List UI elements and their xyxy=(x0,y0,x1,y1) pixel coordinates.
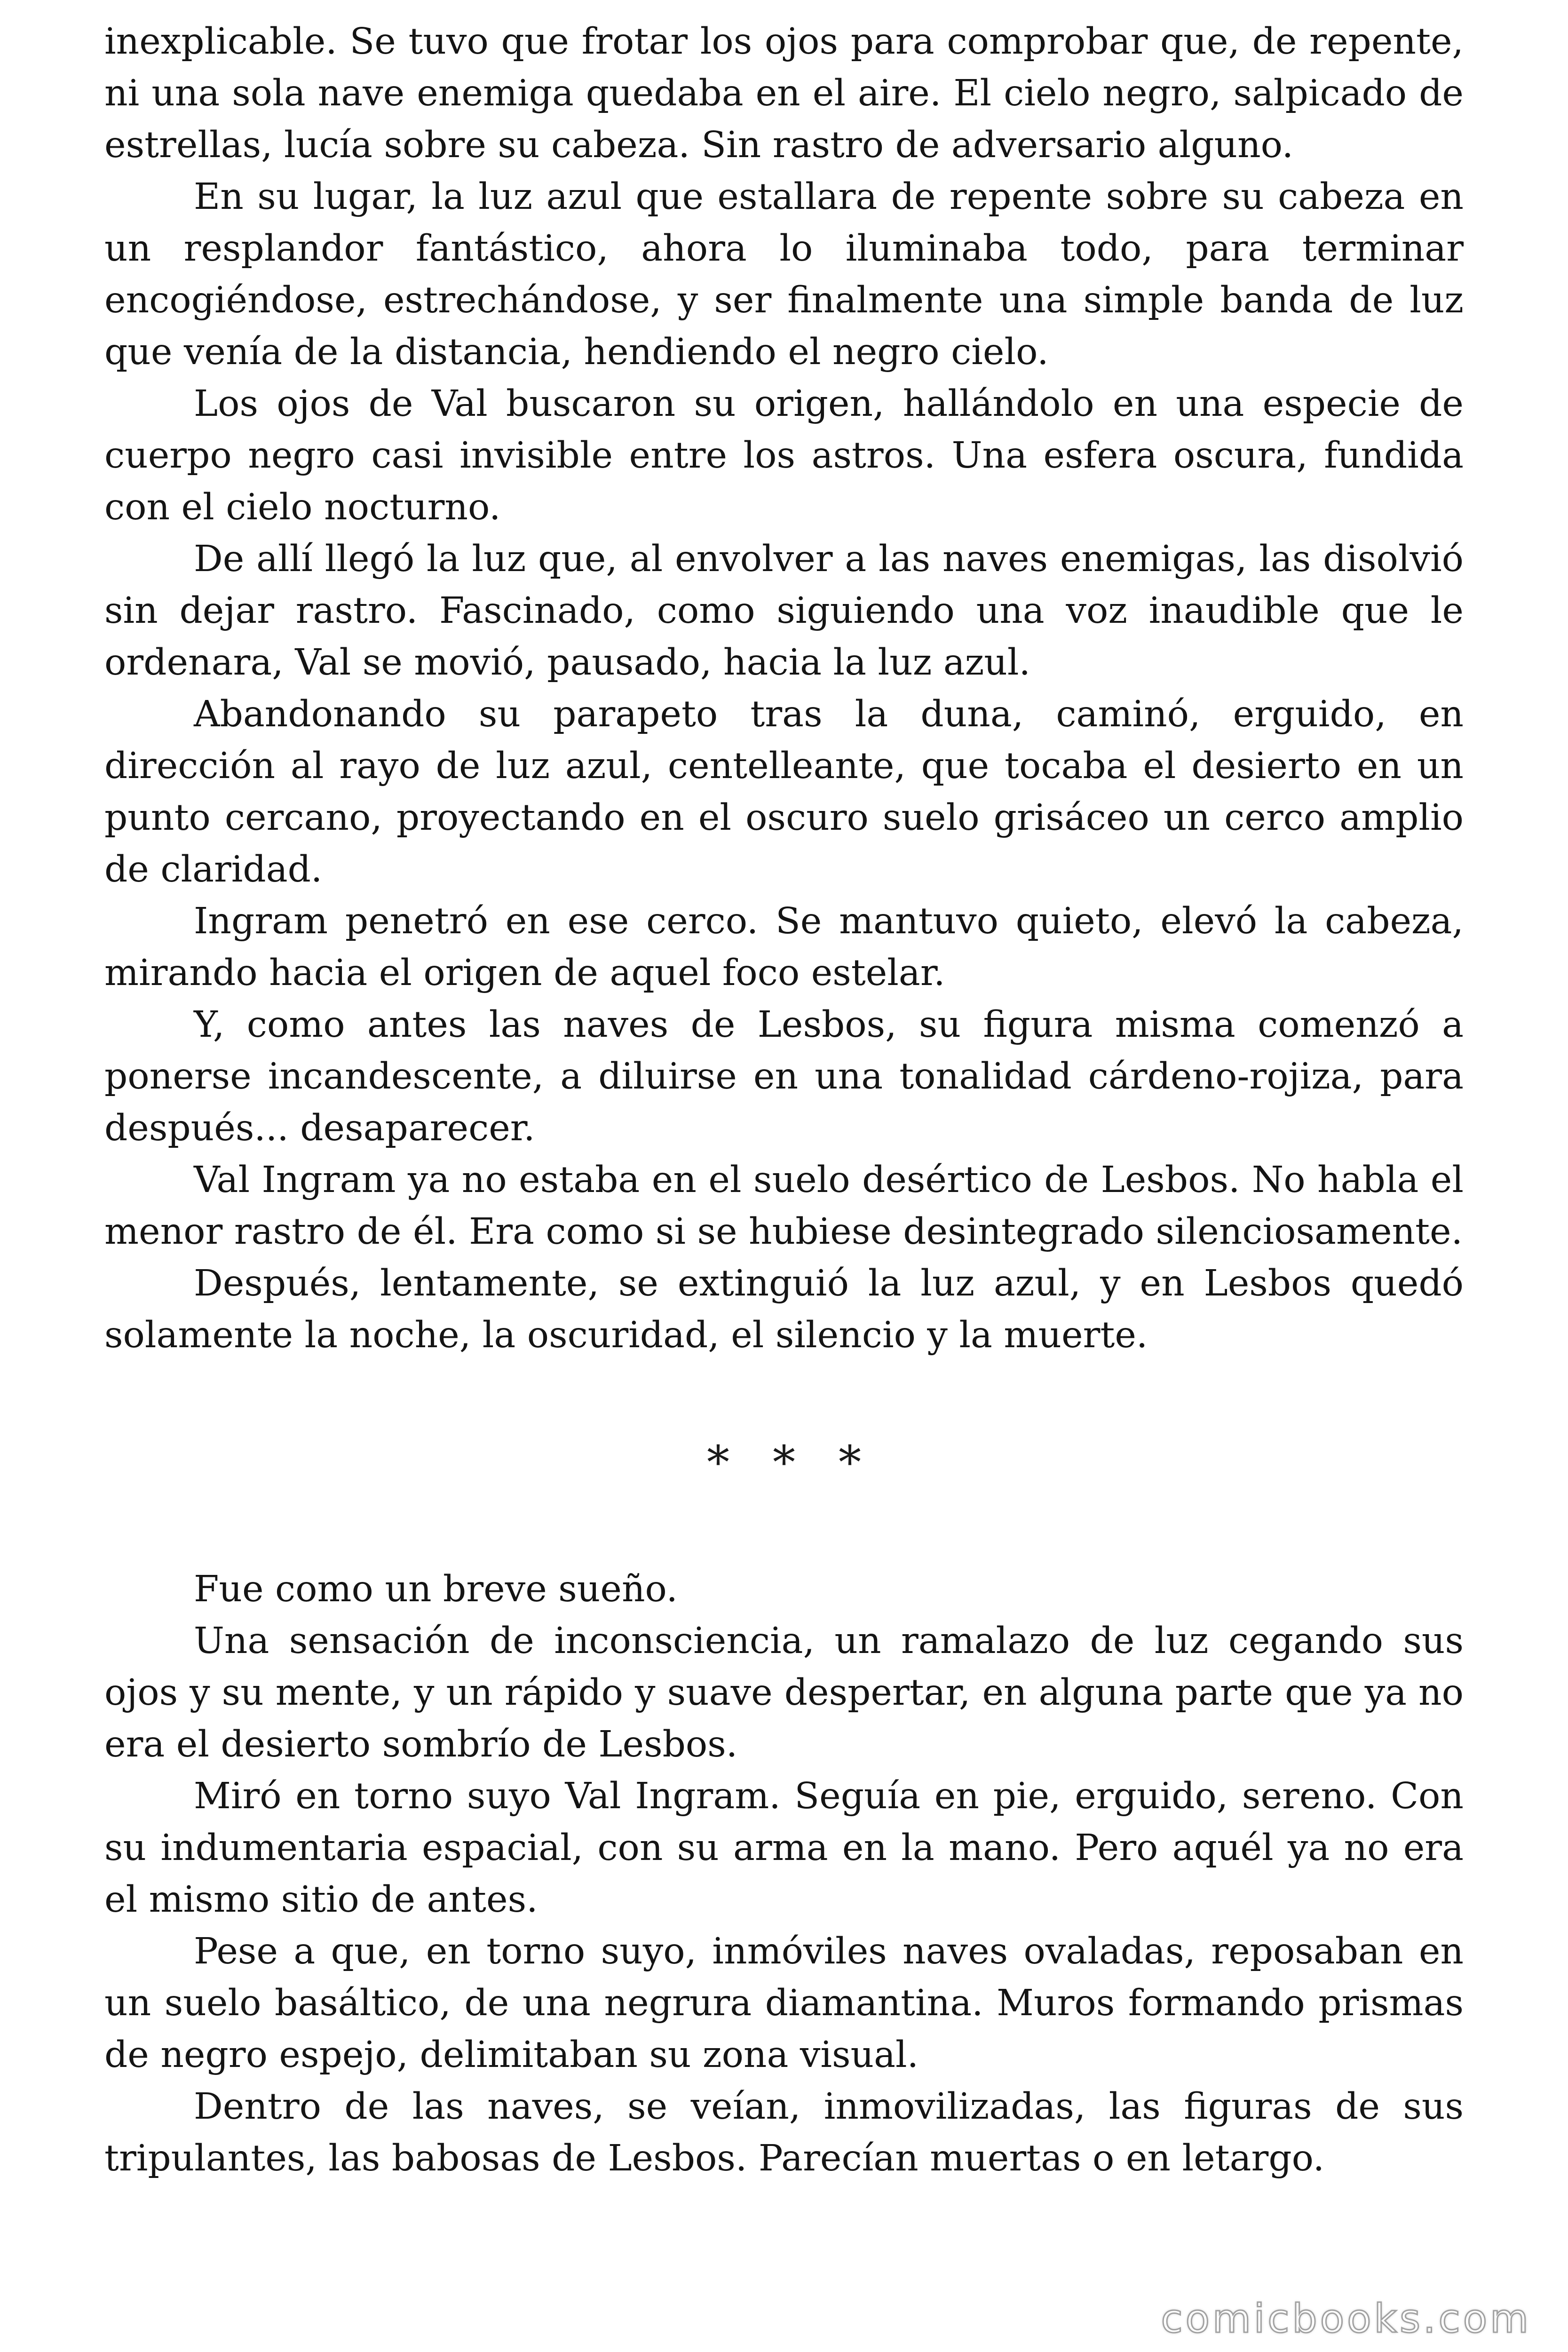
paragraph: De allí llegó la luz que, al envolver a las naves enemigas, las disolvió sin dejar rastro. Fascinado, como siguiendo una voz inaudible que le ordenara, Val se movió, pausado, hacia la luz azul. xyxy=(104,538,1464,683)
paragraph: Y, como antes las naves de Lesbos, su figura misma comenzó a ponerse incandescente, a diluirse en una tonalidad cárdeno-rojiza, para después... desaparecer. xyxy=(104,1004,1464,1149)
paragraph: Miró en torno suyo Val Ingram. Seguía en pie, erguido, sereno. Con su indumentaria espacial, con su arma en la mano. Pero aquél ya no era el mismo sitio de antes. xyxy=(104,1775,1464,1921)
paragraph: Pese a que, en torno suyo, inmóviles naves ovaladas, reposaban en un suelo basáltico, de una negrura diamantina. Muros formando prismas de negro espejo, delimitaban su zona visual. xyxy=(104,1931,1464,2076)
section-1 xyxy=(104,16,1464,1361)
paragraph: Dentro de las naves, se veían, inmovilizadas, las figuras de sus tripulantes, las babosas de Lesbos. Parecían muertas o en letargo. xyxy=(104,2086,1464,2179)
paragraph: Una sensación de inconsciencia, un ramalazo de luz cegando sus ojos y su mente, y un rápido y suave despertar, en alguna parte que ya no era el desierto sombrío de Lesbos. xyxy=(104,1620,1464,1765)
scene-break-asterisks xyxy=(104,1361,1464,1564)
section-2 xyxy=(104,1564,1464,2185)
paragraph: Abandonando su parapeto tras la duna, caminó, erguido, en dirección al rayo de luz azul, centelleante, que tocaba el desierto en un punto cercano, proyectando en el oscuro suelo grisáceo un cerco amplio de claridad. xyxy=(104,693,1464,890)
paragraph: Val Ingram ya no estaba en el suelo desértico de Lesbos. No habla el menor rastro de él. Era como si se hubiese desintegrado silenciosamente. xyxy=(104,1159,1464,1253)
asterisk-icon: * xyxy=(839,1436,884,1489)
paragraph: En su lugar, la luz azul que estallara de repente sobre su cabeza en un resplandor fantástico, ahora lo iluminaba todo, para terminar encogiéndose, estrechándose, y ser finalmente una simple banda de luz que venía de la distancia, hendiendo el negro cielo. xyxy=(104,176,1464,373)
site-watermark: comicbooks.com xyxy=(1161,2296,1531,2342)
paragraph: Los ojos de Val buscaron su origen, hallándolo en una especie de cuerpo negro casi invisible entre los astros. Una esfera oscura, fundida con el cielo nocturno. xyxy=(104,383,1464,528)
asterisk-icon: * xyxy=(707,1436,752,1489)
paragraph: Después, lentamente, se extinguió la luz azul, y en Lesbos quedó solamente la noche, la oscuridad, el silencio y la muerte. xyxy=(104,1263,1464,1356)
paragraph: Ingram penetró en ese cerco. Se mantuvo quieto, elevó la cabeza, mirando hacia el origen de aquel foco estelar. xyxy=(104,900,1464,994)
paragraph-continuation: inexplicable. Se tuvo que frotar los ojos para comprobar que, de repente, ni una sola nave enemiga quedaba en el aire. El cielo negro, salpicado de estrellas, lucía sobre su cabeza. Sin rastro de adversario alguno. xyxy=(104,21,1464,166)
paragraph: Fue como un breve sueño. xyxy=(194,1568,678,1610)
book-page xyxy=(104,16,1464,2185)
asterisk-icon: * xyxy=(773,1436,818,1489)
